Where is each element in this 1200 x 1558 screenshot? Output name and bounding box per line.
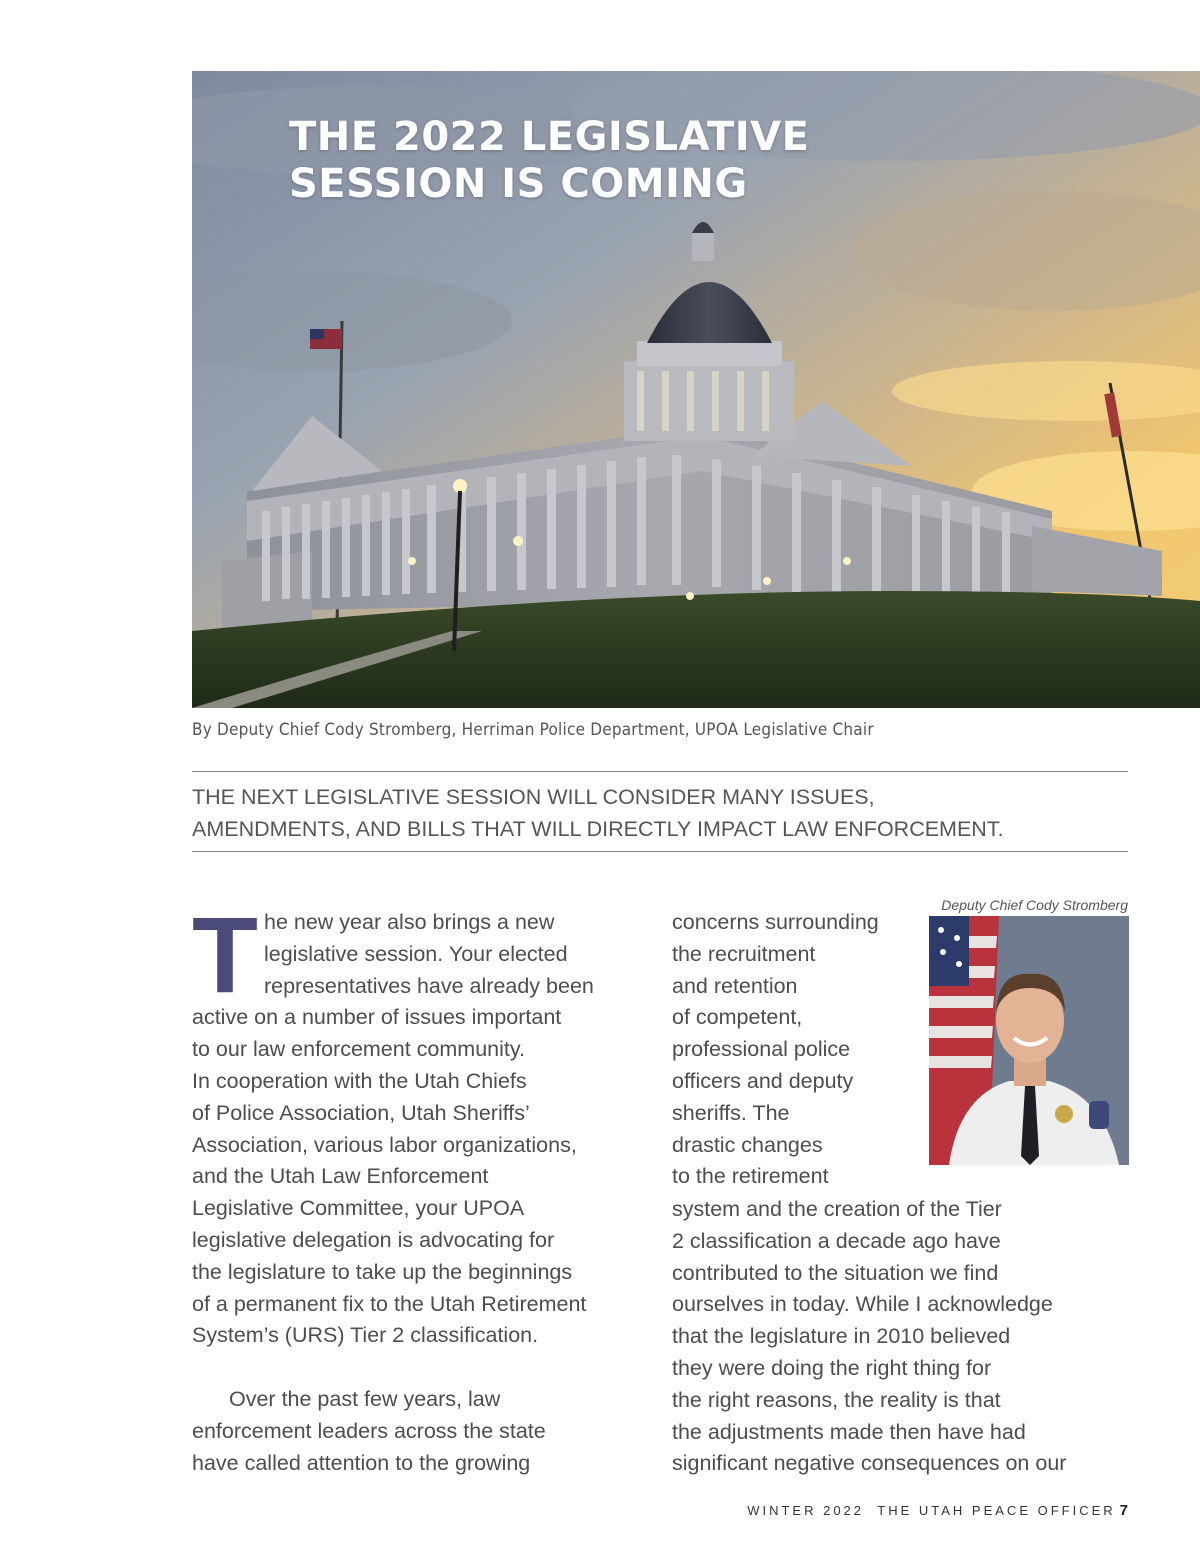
text-line: Association, various labor organizations, <box>192 1132 577 1157</box>
text-line: contributed to the situation we find <box>672 1260 999 1285</box>
text-line: legislative session. Your elected <box>263 941 568 966</box>
divider-bottom <box>192 851 1128 852</box>
text-line: officers and deputy <box>672 1068 854 1093</box>
text-line: of competent, <box>672 1005 803 1030</box>
text-line: active on a number of issues important <box>192 1005 562 1030</box>
text-line: of Police Association, Utah Sheriffs’ <box>192 1100 530 1125</box>
text-line: representatives have already been <box>263 973 594 998</box>
text-line: he new year also brings a new <box>263 910 555 934</box>
text-line: the recruitment <box>672 941 816 966</box>
article-deck <box>192 781 1132 845</box>
page-footer <box>600 1502 1128 1519</box>
text-line: In cooperation with the Utah Chiefs <box>192 1068 527 1093</box>
deck-line2: AMENDMENTS, AND BILLS THAT WILL DIRECTLY IMPACT LAW ENFORCEMENT. <box>192 817 1004 841</box>
text-line: the legislature to take up the beginnings <box>192 1259 573 1284</box>
photo-caption: Deputy Chief Cody Stromberg <box>941 897 1128 913</box>
text-line: Over the past few years, law <box>229 1386 501 1411</box>
article-title <box>289 114 809 208</box>
deck-line1: THE NEXT LEGISLATIVE SESSION WILL CONSIDER MANY ISSUES, <box>192 785 875 809</box>
text-line: sheriffs. The <box>672 1100 790 1125</box>
text-line: ourselves in today. While I acknowledge <box>672 1292 1053 1317</box>
text-line: have called attention to the growing <box>192 1450 531 1475</box>
paragraph-2 <box>192 1384 657 1479</box>
text-line: enforcement leaders across the state <box>192 1418 546 1443</box>
page-number: 7 <box>1119 1502 1128 1519</box>
text-line: 2 classification a decade ago have <box>672 1228 1001 1253</box>
text-line: System’s (URS) Tier 2 classification. <box>192 1323 539 1348</box>
footer-publication: THE UTAH PEACE OFFICER <box>877 1503 1116 1518</box>
text-line: and retention <box>672 973 798 998</box>
divider-top <box>192 771 1128 772</box>
text-line: significant negative consequences on our <box>672 1451 1067 1476</box>
article-title-line1: THE 2022 LEGISLATIVE <box>289 114 810 160</box>
text-line: they were doing the right thing for <box>672 1355 992 1380</box>
byline: By Deputy Chief Cody Stromberg, Herriman Police Department, UPOA Legislative Chair <box>192 720 874 740</box>
footer-issue: WINTER 2022 <box>747 1503 865 1518</box>
text-line: drastic changes <box>672 1132 823 1157</box>
column-left <box>192 894 657 1479</box>
text-line: to our law enforcement community. <box>192 1037 525 1062</box>
text-line: that the legislature in 2010 believed <box>672 1324 1011 1349</box>
text-line: of a permanent fix to the Utah Retirement <box>192 1291 587 1316</box>
hero-photo <box>192 71 1200 708</box>
officer-portrait-illustration <box>929 916 1129 1165</box>
text-line: legislative delegation is advocating for <box>192 1227 555 1252</box>
text-line: professional police <box>672 1037 851 1062</box>
column-right-narrow <box>672 907 922 1193</box>
paragraph-1 <box>192 894 657 1352</box>
text-line: the right reasons, the reality is that <box>672 1387 1001 1412</box>
text-line: concerns surrounding <box>672 910 879 934</box>
text-line: the adjustments made then have had <box>672 1419 1026 1444</box>
column-right-wide <box>672 1194 1142 1480</box>
article-title-line2: SESSION IS COMING <box>289 161 748 207</box>
text-line: system and the creation of the Tier <box>672 1197 1002 1221</box>
drop-cap: T <box>192 894 258 1015</box>
text-line: to the retirement <box>672 1164 829 1189</box>
text-line: and the Utah Law Enforcement <box>192 1164 489 1189</box>
text-line: Legislative Committee, your UPOA <box>192 1196 525 1221</box>
portrait-photo <box>929 916 1129 1165</box>
